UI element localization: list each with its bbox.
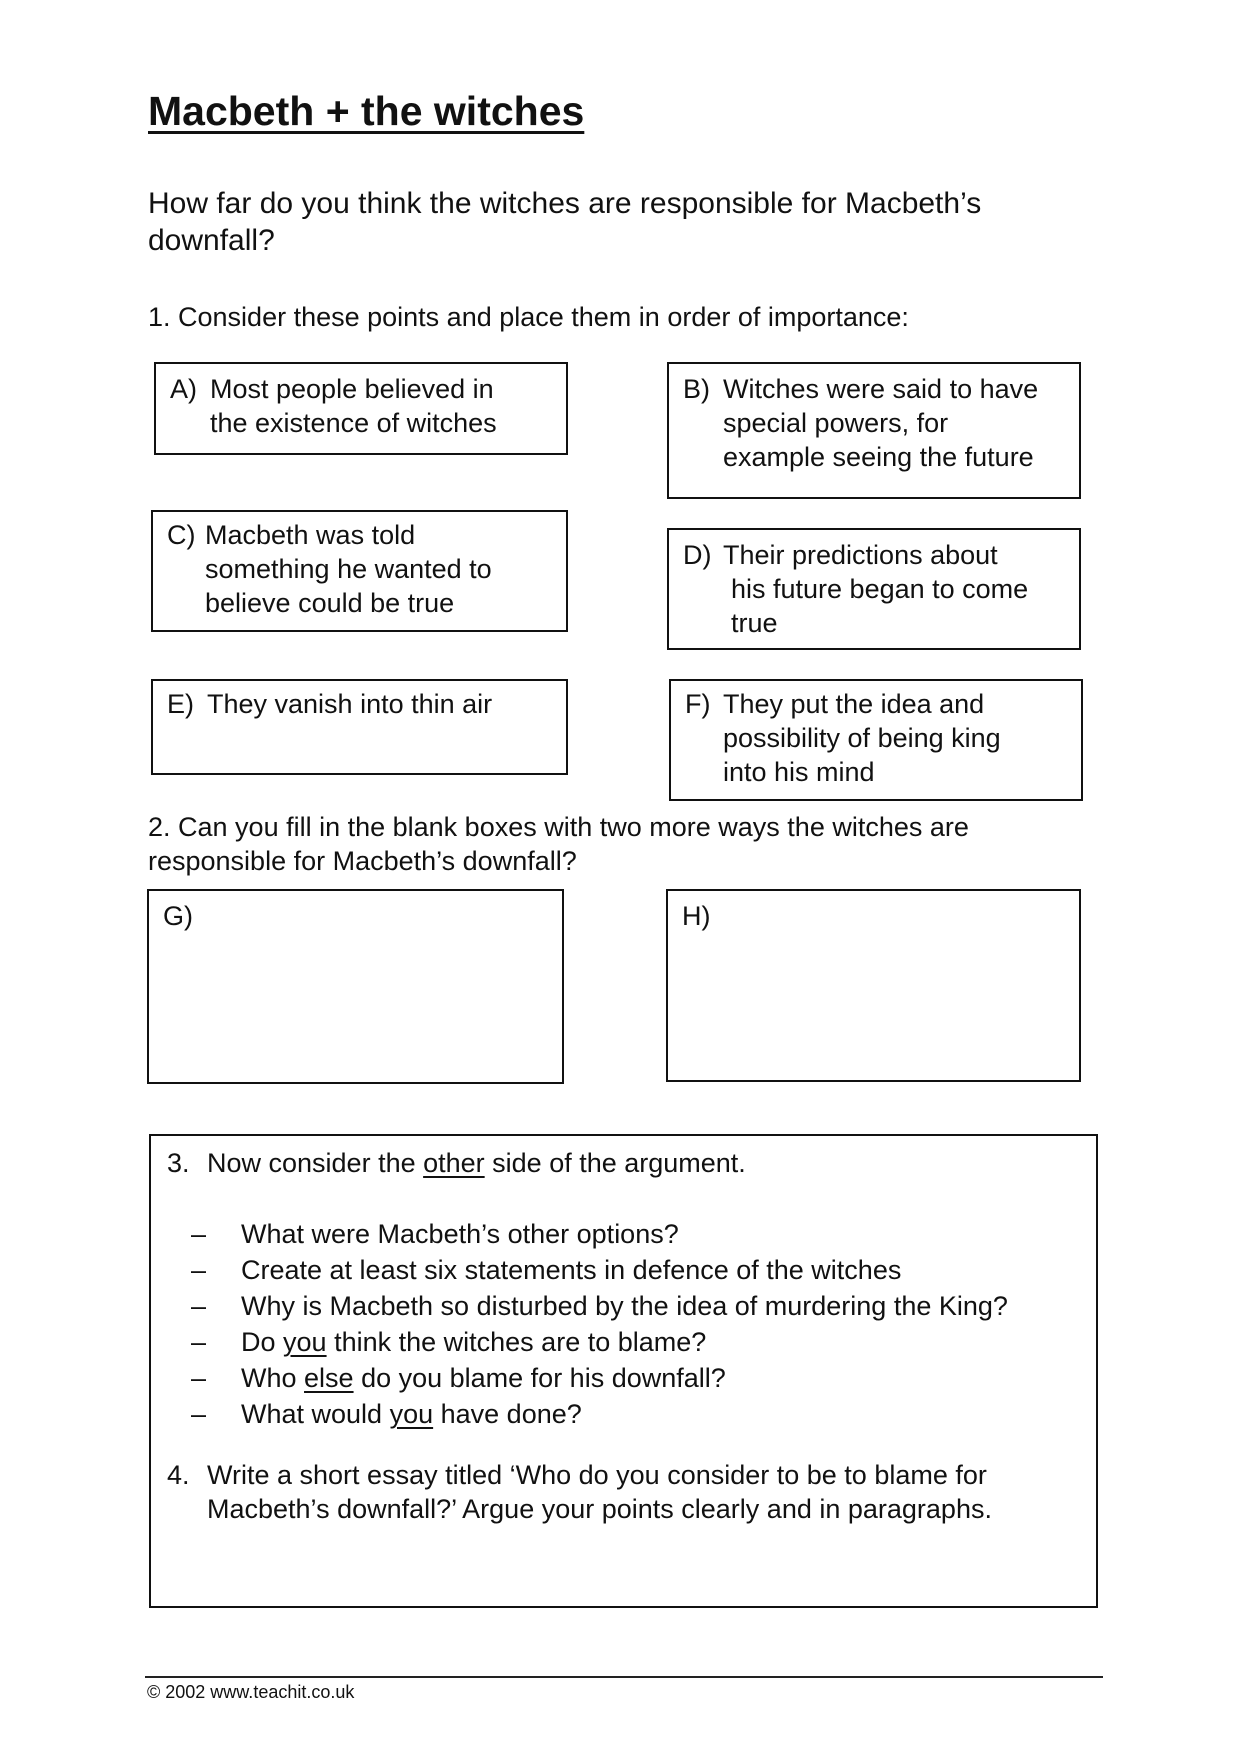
point-line: Their predictions about bbox=[723, 540, 998, 570]
bullet-underlined: else bbox=[304, 1363, 354, 1393]
point-label: F) bbox=[685, 689, 711, 719]
point-line: his future began to come bbox=[731, 574, 1029, 604]
dash-bullet-icon: – bbox=[191, 1219, 207, 1249]
point-label: A) bbox=[170, 374, 197, 404]
bullet-text: think the witches are to blame? bbox=[326, 1327, 707, 1357]
question-3 bbox=[167, 1146, 746, 1180]
point-line: Witches were said to have bbox=[723, 374, 1039, 404]
dash-bullet-icon: – bbox=[191, 1399, 207, 1429]
copyright-footer: © 2002 www.teachit.co.uk bbox=[147, 1682, 355, 1702]
point-line: They put the idea and bbox=[723, 689, 985, 719]
bullet-text: Do bbox=[241, 1327, 284, 1357]
point-box-c bbox=[151, 510, 568, 632]
list-item bbox=[191, 1216, 1008, 1252]
intro-question: How far do you think the witches are responsible for Macbeth’s downfall? bbox=[148, 187, 982, 257]
point-label: C) bbox=[167, 520, 196, 550]
dash-bullet-icon: – bbox=[191, 1291, 207, 1321]
bullet-underlined: you bbox=[389, 1399, 434, 1429]
question-2: 2. Can you fill in the blank boxes with two more ways the witches are responsible for Macbeth’s downfall? bbox=[148, 812, 969, 876]
bullet-text: Who bbox=[241, 1363, 305, 1393]
blank-box-h[interactable] bbox=[666, 889, 1081, 1082]
list-item bbox=[191, 1324, 1008, 1360]
point-text bbox=[210, 372, 497, 440]
point-line: possibility of being king bbox=[723, 723, 1001, 753]
question-3-text-before: Now consider the bbox=[207, 1148, 424, 1178]
bullet-text: What were Macbeth’s other options? bbox=[241, 1219, 679, 1249]
list-item bbox=[191, 1396, 1008, 1432]
dash-bullet-icon: – bbox=[191, 1255, 207, 1285]
point-label: D) bbox=[683, 540, 712, 570]
list-item bbox=[191, 1288, 1008, 1324]
point-line: true bbox=[731, 608, 778, 638]
bullet-text: have done? bbox=[433, 1399, 582, 1429]
bullet-underlined: you bbox=[283, 1327, 327, 1357]
point-text bbox=[723, 687, 1001, 789]
point-line: example seeing the future bbox=[723, 442, 1034, 472]
point-line: Macbeth was told bbox=[205, 520, 416, 550]
point-box-b bbox=[667, 362, 1081, 499]
point-line: They vanish into thin air bbox=[207, 689, 493, 719]
point-line: believe could be true bbox=[205, 588, 455, 618]
point-label: B) bbox=[683, 374, 710, 404]
question-3-number: 3. bbox=[167, 1148, 190, 1178]
prompt-list bbox=[191, 1216, 1008, 1432]
point-line: the existence of witches bbox=[210, 408, 497, 438]
question-1: 1. Consider these points and place them in order of importance: bbox=[148, 302, 909, 332]
point-line: into his mind bbox=[723, 757, 875, 787]
blank-box-g[interactable] bbox=[147, 889, 564, 1084]
worksheet-title: Macbeth + the witches bbox=[148, 88, 585, 134]
bullet-text: do you blame for his downfall? bbox=[353, 1363, 726, 1393]
point-line: something he wanted to bbox=[205, 554, 492, 584]
point-box-a bbox=[154, 362, 568, 455]
dash-bullet-icon: – bbox=[191, 1327, 207, 1357]
question-4-text: Write a short essay titled ‘Who do you consider to be to blame for Macbeth’s downfall?’ Argue your points clearly and in paragraphs. bbox=[207, 1460, 992, 1524]
point-text bbox=[205, 518, 492, 620]
list-item bbox=[191, 1252, 1008, 1288]
question-3-text-after: side of the argument. bbox=[484, 1148, 746, 1178]
blank-box-label: H) bbox=[682, 901, 711, 931]
other-side-box bbox=[149, 1134, 1098, 1608]
point-text bbox=[723, 538, 1029, 640]
question-4-number: 4. bbox=[167, 1460, 190, 1490]
point-line: special powers, for bbox=[723, 408, 949, 438]
point-line: Most people believed in bbox=[210, 374, 494, 404]
point-box-f bbox=[669, 679, 1083, 801]
bullet-text: What would bbox=[241, 1399, 390, 1429]
point-label: E) bbox=[167, 689, 194, 719]
point-box-e bbox=[151, 679, 568, 775]
blank-box-label: G) bbox=[163, 901, 193, 931]
dash-bullet-icon: – bbox=[191, 1363, 207, 1393]
footer-divider bbox=[145, 1676, 1103, 1678]
bullet-text: Create at least six statements in defence of the witches bbox=[241, 1255, 902, 1285]
point-box-d bbox=[667, 528, 1081, 650]
list-item bbox=[191, 1360, 1008, 1396]
bullet-text: Why is Macbeth so disturbed by the idea of murdering the King? bbox=[241, 1291, 1008, 1321]
point-text bbox=[723, 372, 1038, 474]
point-text bbox=[207, 687, 492, 721]
question-3-underlined: other bbox=[423, 1148, 485, 1178]
